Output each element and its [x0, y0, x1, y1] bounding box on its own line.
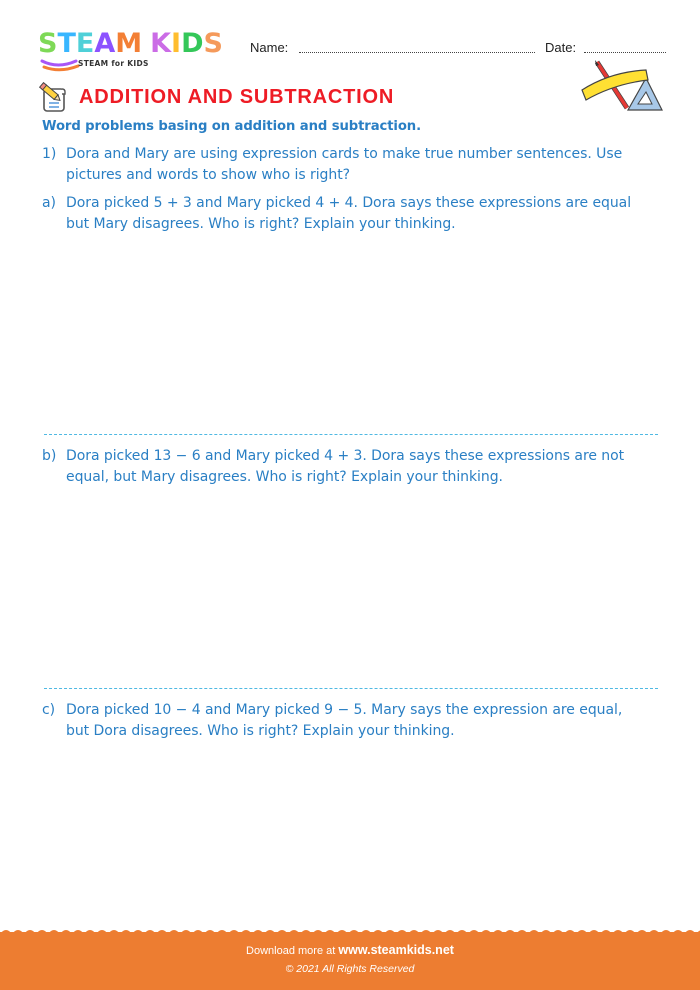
date-field[interactable] [584, 52, 666, 53]
question-label: c) [42, 702, 56, 718]
ruler-pencil-triangle-icon [580, 60, 670, 112]
question-line: pictures and words to show who is right? [66, 167, 351, 183]
question-label: a) [42, 195, 56, 211]
logo-letter: S [38, 28, 58, 59]
question-b [42, 446, 682, 488]
logo-swoosh-icon [40, 57, 80, 73]
question-a [42, 193, 682, 235]
footer-download [0, 943, 700, 957]
name-field[interactable] [299, 52, 535, 53]
logo-letter: I [171, 28, 182, 59]
worksheet-subtitle: Word problems basing on addition and subtraction. [42, 119, 421, 134]
steam-kids-logo [38, 30, 233, 75]
logo-tagline: STEAM for KIDS [78, 59, 149, 68]
logo-wordmark [38, 30, 223, 58]
pencil-paper-icon [38, 82, 70, 114]
question-c [42, 700, 682, 742]
worksheet-header [0, 0, 700, 120]
logo-letter: M [115, 28, 143, 59]
question-line: Dora picked 5 + 3 and Mary picked 4 + 4. Dora says these expressions are equal [66, 195, 632, 211]
logo-letter: E [75, 28, 95, 59]
worksheet-title: ADDITION AND SUBTRACTION [79, 86, 395, 108]
question-1 [42, 144, 682, 186]
question-label: 1) [42, 146, 57, 162]
answer-divider [44, 688, 658, 689]
question-line: Dora picked 13 − 6 and Mary picked 4 + 3. Dora says these expressions are not [66, 448, 625, 464]
footer [0, 932, 700, 990]
logo-letter: D [181, 28, 204, 59]
scallop-border [0, 926, 700, 934]
logo-letter: K [150, 28, 172, 59]
logo-letter: T [57, 28, 76, 59]
question-line: equal, but Mary disagrees. Who is right? Explain your thinking. [66, 469, 503, 485]
question-line: but Dora disagrees. Who is right? Explain your thinking. [66, 723, 455, 739]
answer-divider [44, 434, 658, 435]
question-line: but Mary disagrees. Who is right? Explain your thinking. [66, 216, 456, 232]
footer-url-link[interactable]: www.steamkids.net [338, 943, 454, 957]
footer-copyright: © 2021 All Rights Reserved [285, 963, 415, 975]
logo-letter: A [94, 28, 116, 59]
date-label: Date: [545, 40, 577, 55]
logo-letter: S [203, 28, 223, 59]
footer-download-prefix: Download more at [246, 945, 336, 957]
name-label: Name: [250, 40, 289, 55]
question-line: Dora and Mary are using expression cards to make true number sentences. Use [66, 146, 623, 162]
question-label: b) [42, 448, 57, 464]
question-line: Dora picked 10 − 4 and Mary picked 9 − 5. Mary says the expression are equal, [66, 702, 623, 718]
